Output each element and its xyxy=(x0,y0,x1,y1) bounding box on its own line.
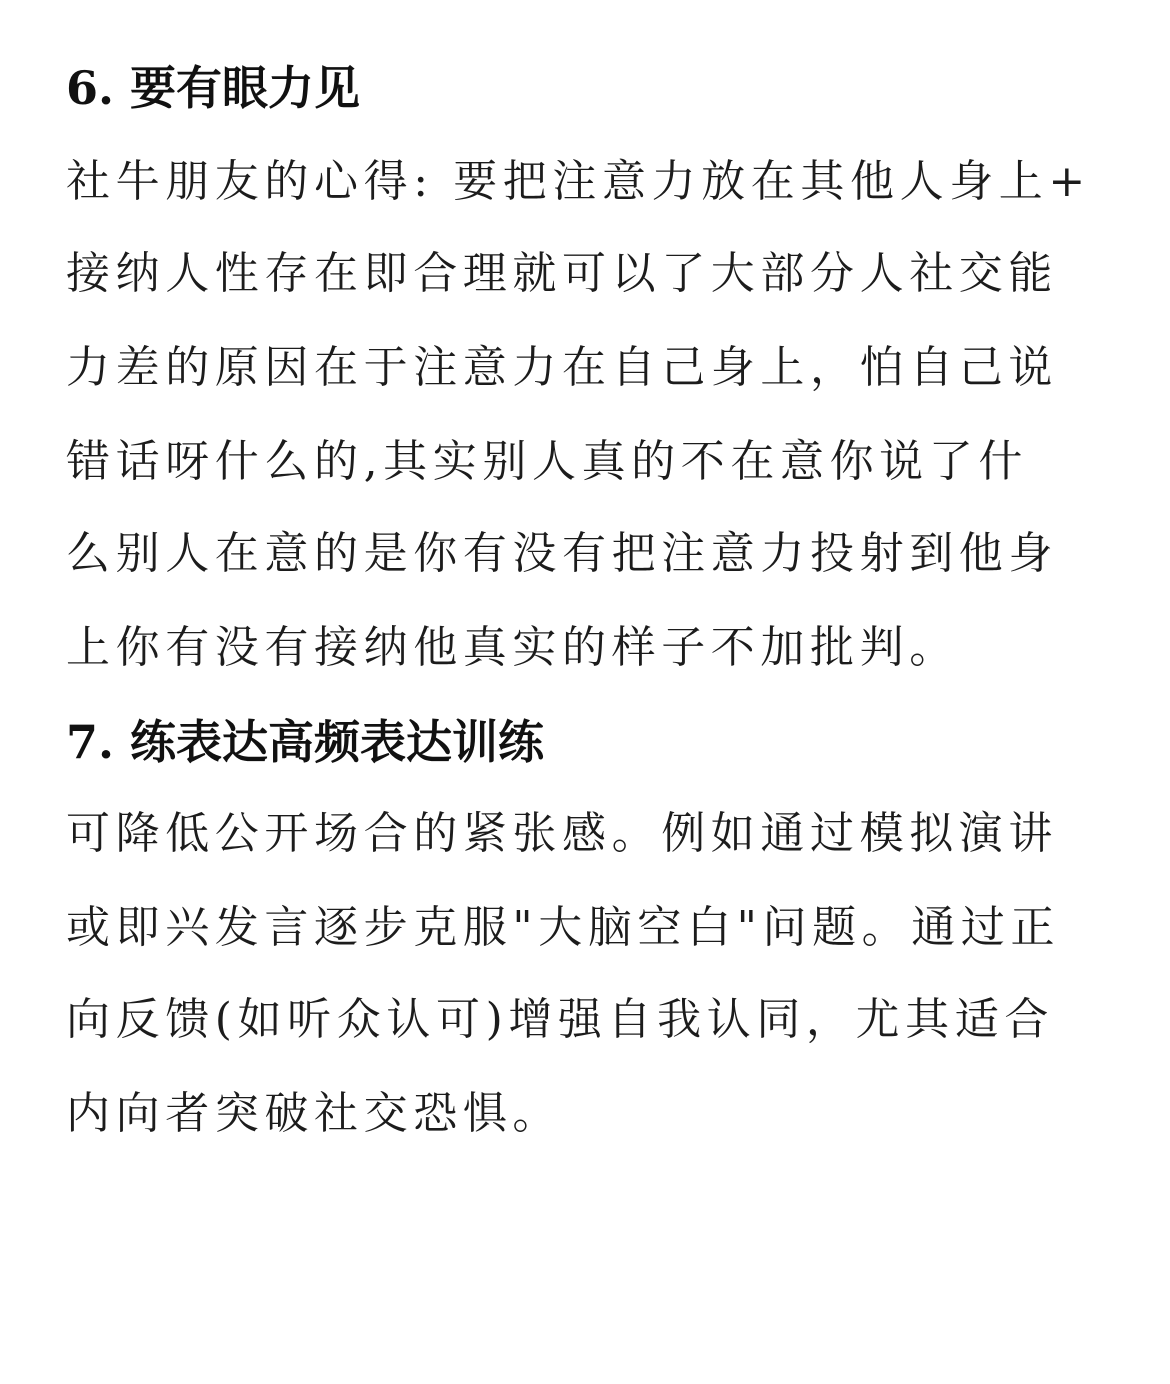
section-6-line: 力差的原因在于注意力在自己身上，怕自己说 xyxy=(66,342,1058,393)
section-6-line: 么别人在意的是你有没有把注意力投射到他身 xyxy=(66,528,1058,579)
section-6-line: 接纳人性存在即合理就可以了大部分人社交能 xyxy=(66,248,1058,299)
section-7-line: 可降低公开场合的紧张感。例如通过模拟演讲 xyxy=(66,808,1058,859)
section-7-line: 或即兴发言逐步克服"大脑空白"问题。通过正 xyxy=(66,902,1061,953)
section-7-heading: 7. 练表达高频表达训练 xyxy=(66,715,545,769)
section-7-line: 向反馈(如听众认可)增强自我认同，尤其适合 xyxy=(66,994,1054,1045)
section-7-line: 内向者突破社交恐惧。 xyxy=(66,1088,562,1139)
section-6-heading: 6. 要有眼力见 xyxy=(66,61,361,115)
section-6-line: 上你有没有接纳他真实的样子不加批判。 xyxy=(66,622,959,673)
section-6-line: 错话呀什么的,其实别人真的不在意你说了什 xyxy=(66,436,1028,487)
section-6-line: 社牛朋友的心得: 要把注意力放在其他人身上+ xyxy=(66,156,1091,207)
